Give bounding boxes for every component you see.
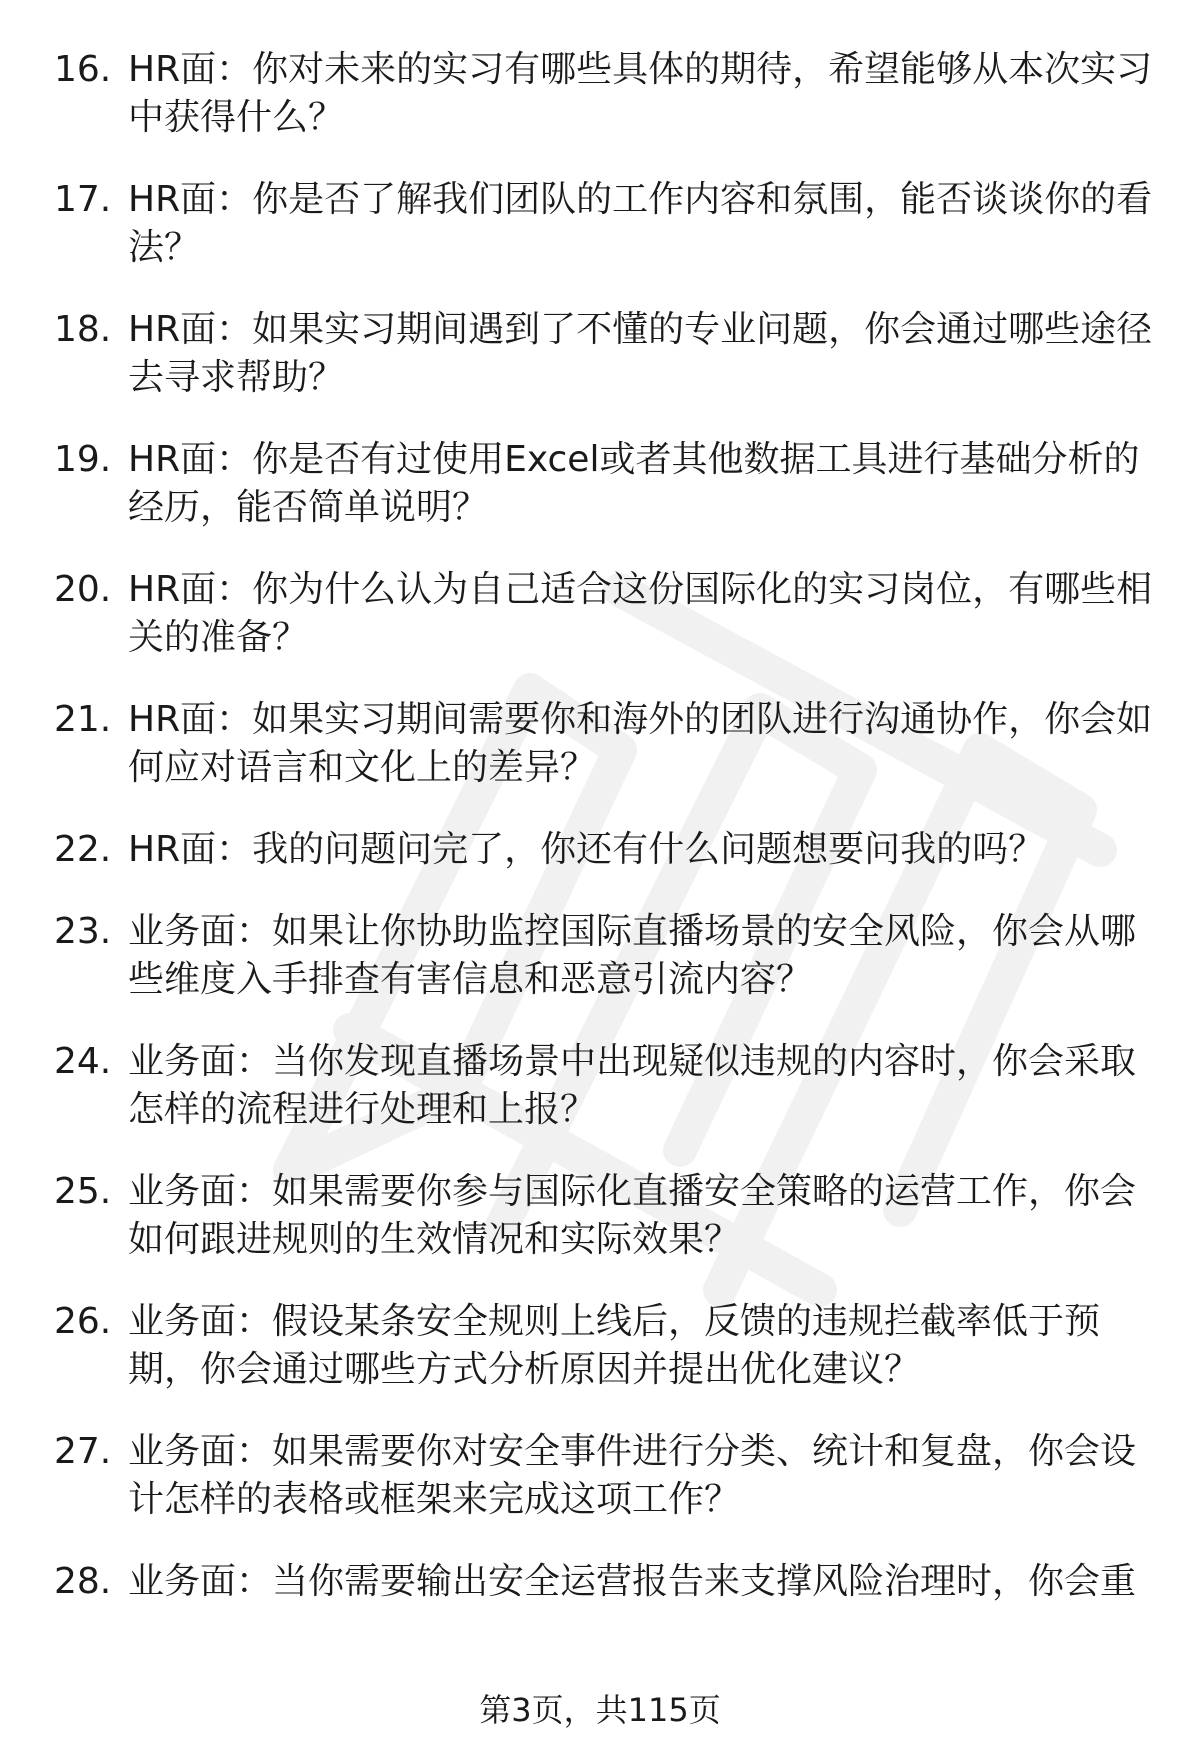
list-item <box>0 1168 1200 1264</box>
list-item <box>0 46 1200 142</box>
question-number: 17. <box>54 179 112 220</box>
question-number: 28. <box>54 1561 112 1602</box>
question-text: HR面：你是否有过使用Excel或者其他数据工具进行基础分析的经历，能否简单说明？ <box>128 439 1140 528</box>
list-item <box>0 566 1200 662</box>
question-text: HR面：如果实习期间遇到了不懂的专业问题，你会通过哪些途径去寻求帮助？ <box>128 309 1153 398</box>
question-number: 26. <box>54 1301 112 1342</box>
question-number: 23. <box>54 911 112 952</box>
question-text: 业务面：当你发现直播场景中出现疑似违规的内容时，你会采取怎样的流程进行处理和上报？ <box>128 1041 1137 1130</box>
question-text: HR面：如果实习期间需要你和海外的团队进行沟通协作，你会如何应对语言和文化上的差异？ <box>128 699 1153 788</box>
list-item <box>0 1558 1200 1606</box>
list-item <box>0 908 1200 1004</box>
question-number: 21. <box>54 699 112 740</box>
question-number: 19. <box>54 439 112 480</box>
question-text: HR面：你是否了解我们团队的工作内容和氛围，能否谈谈你的看法？ <box>128 179 1153 268</box>
list-item <box>0 306 1200 402</box>
question-number: 25. <box>54 1171 112 1212</box>
list-item <box>0 1038 1200 1134</box>
question-list <box>0 46 1200 1640</box>
question-text: HR面：你为什么认为自己适合这份国际化的实习岗位，有哪些相关的准备？ <box>128 569 1153 658</box>
question-number: 20. <box>54 569 112 610</box>
question-text: HR面：你对未来的实习有哪些具体的期待，希望能够从本次实习中获得什么？ <box>128 49 1153 138</box>
question-text: 业务面：如果需要你对安全事件进行分类、统计和复盘，你会设计怎样的表格或框架来完成这项工作？ <box>128 1431 1137 1520</box>
question-number: 22. <box>54 829 112 870</box>
question-number: 27. <box>54 1431 112 1472</box>
question-number: 24. <box>54 1041 112 1082</box>
list-item <box>0 436 1200 532</box>
question-text: HR面：我的问题问完了，你还有什么问题想要问我的吗？ <box>128 829 1045 870</box>
list-item <box>0 1428 1200 1524</box>
question-text: 业务面：当你需要输出安全运营报告来支撑风险治理时，你会重 <box>128 1561 1137 1602</box>
question-number: 18. <box>54 309 112 350</box>
list-item <box>0 176 1200 272</box>
page-footer: 第3页，共115页 <box>479 1691 721 1729</box>
question-text: 业务面：假设某条安全规则上线后，反馈的违规拦截率低于预期，你会通过哪些方式分析原因并提出优化建议？ <box>128 1301 1101 1390</box>
question-text: 业务面：如果需要你参与国际化直播安全策略的运营工作，你会如何跟进规则的生效情况和实际效果？ <box>128 1171 1137 1260</box>
question-number: 16. <box>54 49 112 90</box>
list-item <box>0 696 1200 792</box>
list-item <box>0 826 1200 874</box>
question-text: 业务面：如果让你协助监控国际直播场景的安全风险，你会从哪些维度入手排查有害信息和恶意引流内容？ <box>128 911 1137 1000</box>
list-item <box>0 1298 1200 1394</box>
